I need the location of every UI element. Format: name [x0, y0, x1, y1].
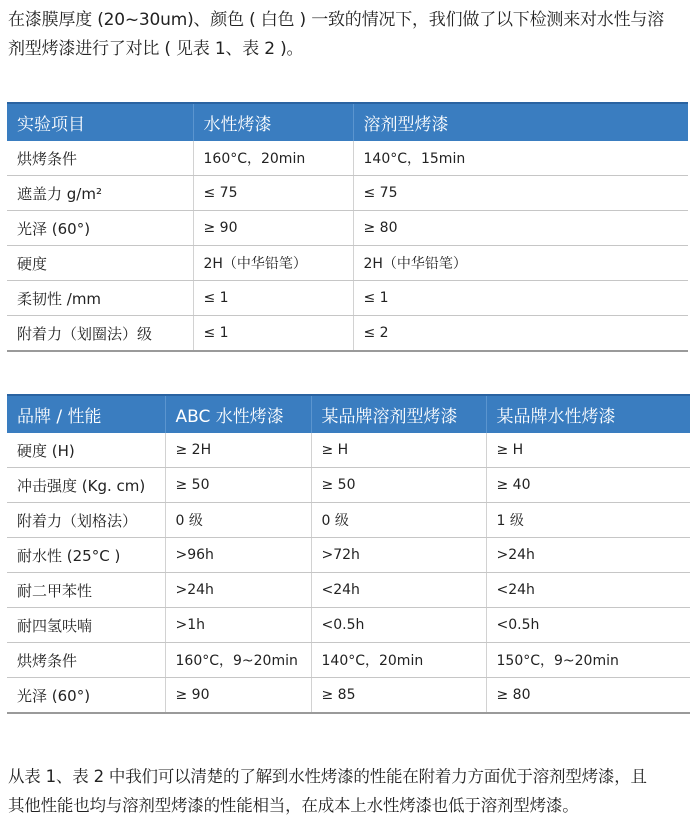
- table-cell: 160°C，9~20min: [165, 643, 311, 678]
- table-cell: 150°C，9~20min: [486, 643, 690, 678]
- table-cell: 0 级: [311, 503, 486, 538]
- table-cell: 附着力（划圈法）级: [7, 316, 193, 352]
- table-cell: >72h: [311, 538, 486, 573]
- table-header-row: [7, 395, 690, 433]
- table-cell: 冲击强度 (Kg. cm): [7, 468, 165, 503]
- table-row: [7, 246, 688, 281]
- table-cell: ≤ 75: [353, 176, 688, 211]
- table-row: [7, 141, 688, 176]
- table-row: [7, 538, 690, 573]
- table-row: [7, 503, 690, 538]
- table-cell: ≥ H: [311, 433, 486, 468]
- table-cell: 160°C，20min: [193, 141, 353, 176]
- conclusion-line-1: 从表 1、表 2 中我们可以清楚的了解到水性烤漆的性能在附着力方面优于溶剂型烤漆，且: [8, 767, 647, 786]
- table-header-cell: 溶剂型烤漆: [353, 103, 688, 141]
- table-cell: 耐二甲苯性: [7, 573, 165, 608]
- intro-line-2: 剂型烤漆进行了对比 ( 见表 1、表 2 )。: [8, 39, 304, 59]
- table-cell: >24h: [486, 538, 690, 573]
- table-cell: ≤ 1: [353, 281, 688, 316]
- table-row: [7, 316, 688, 352]
- table-row: [7, 433, 690, 468]
- intro-paragraph: [8, 6, 698, 64]
- table-cell: 柔韧性 /mm: [7, 281, 193, 316]
- table-cell: <0.5h: [486, 608, 690, 643]
- table-header-cell: 品牌 / 性能: [7, 395, 165, 433]
- table-cell: 2H（中华铅笔）: [353, 246, 688, 281]
- table-cell: 附着力（划格法）: [7, 503, 165, 538]
- comparison-table-1: [7, 102, 688, 352]
- intro-line-1: 在漆膜厚度 (20~30um)、颜色 ( 白色 ) 一致的情况下，我们做了以下检测来对水性与溶: [8, 10, 664, 30]
- table-cell: 2H（中华铅笔）: [193, 246, 353, 281]
- table-cell: ≥ 90: [193, 211, 353, 246]
- table-cell: 遮盖力 g/m²: [7, 176, 193, 211]
- table-header-cell: ABC 水性烤漆: [165, 395, 311, 433]
- table-cell: ≤ 1: [193, 281, 353, 316]
- table-cell: 耐水性 (25°C ): [7, 538, 165, 573]
- table-cell: 光泽 (60°): [7, 678, 165, 714]
- table-cell: ≥ 40: [486, 468, 690, 503]
- table-cell: ≥ 2H: [165, 433, 311, 468]
- table-row: [7, 281, 688, 316]
- table-cell: 硬度 (H): [7, 433, 165, 468]
- table-cell: ≥ 80: [353, 211, 688, 246]
- table-cell: 硬度: [7, 246, 193, 281]
- table-row: [7, 211, 688, 246]
- table-cell: 光泽 (60°): [7, 211, 193, 246]
- table-row: [7, 468, 690, 503]
- table-header-cell: 水性烤漆: [193, 103, 353, 141]
- table-cell: <24h: [486, 573, 690, 608]
- conclusion-paragraph: [8, 762, 700, 820]
- table-cell: ≥ 50: [311, 468, 486, 503]
- table-cell: ≥ H: [486, 433, 690, 468]
- table-header-row: [7, 103, 688, 141]
- table-cell: 烘烤条件: [7, 643, 165, 678]
- table-cell: <24h: [311, 573, 486, 608]
- table-cell: ≤ 2: [353, 316, 688, 352]
- table-row: [7, 176, 688, 211]
- table-cell: 0 级: [165, 503, 311, 538]
- table-cell: 耐四氢呋喃: [7, 608, 165, 643]
- table-cell: ≥ 85: [311, 678, 486, 714]
- table-header-cell: 实验项目: [7, 103, 193, 141]
- table-row: [7, 678, 690, 714]
- table-cell: ≥ 90: [165, 678, 311, 714]
- table-cell: >24h: [165, 573, 311, 608]
- table-cell: >96h: [165, 538, 311, 573]
- table-cell: ≥ 50: [165, 468, 311, 503]
- table-cell: ≥ 80: [486, 678, 690, 714]
- table-cell: >1h: [165, 608, 311, 643]
- table-cell: 140°C，15min: [353, 141, 688, 176]
- table-row: [7, 643, 690, 678]
- table-cell: 烘烤条件: [7, 141, 193, 176]
- comparison-table-2: [7, 394, 690, 714]
- table-row: [7, 608, 690, 643]
- table-cell: ≤ 75: [193, 176, 353, 211]
- table-header-cell: 某品牌溶剂型烤漆: [311, 395, 486, 433]
- table-row: [7, 573, 690, 608]
- table-header-cell: 某品牌水性烤漆: [486, 395, 690, 433]
- table-cell: <0.5h: [311, 608, 486, 643]
- conclusion-line-2: 其他性能也均与溶剂型烤漆的性能相当，在成本上水性烤漆也低于溶剂型烤漆。: [8, 796, 579, 815]
- table-cell: 1 级: [486, 503, 690, 538]
- table-cell: 140°C，20min: [311, 643, 486, 678]
- table-cell: ≤ 1: [193, 316, 353, 352]
